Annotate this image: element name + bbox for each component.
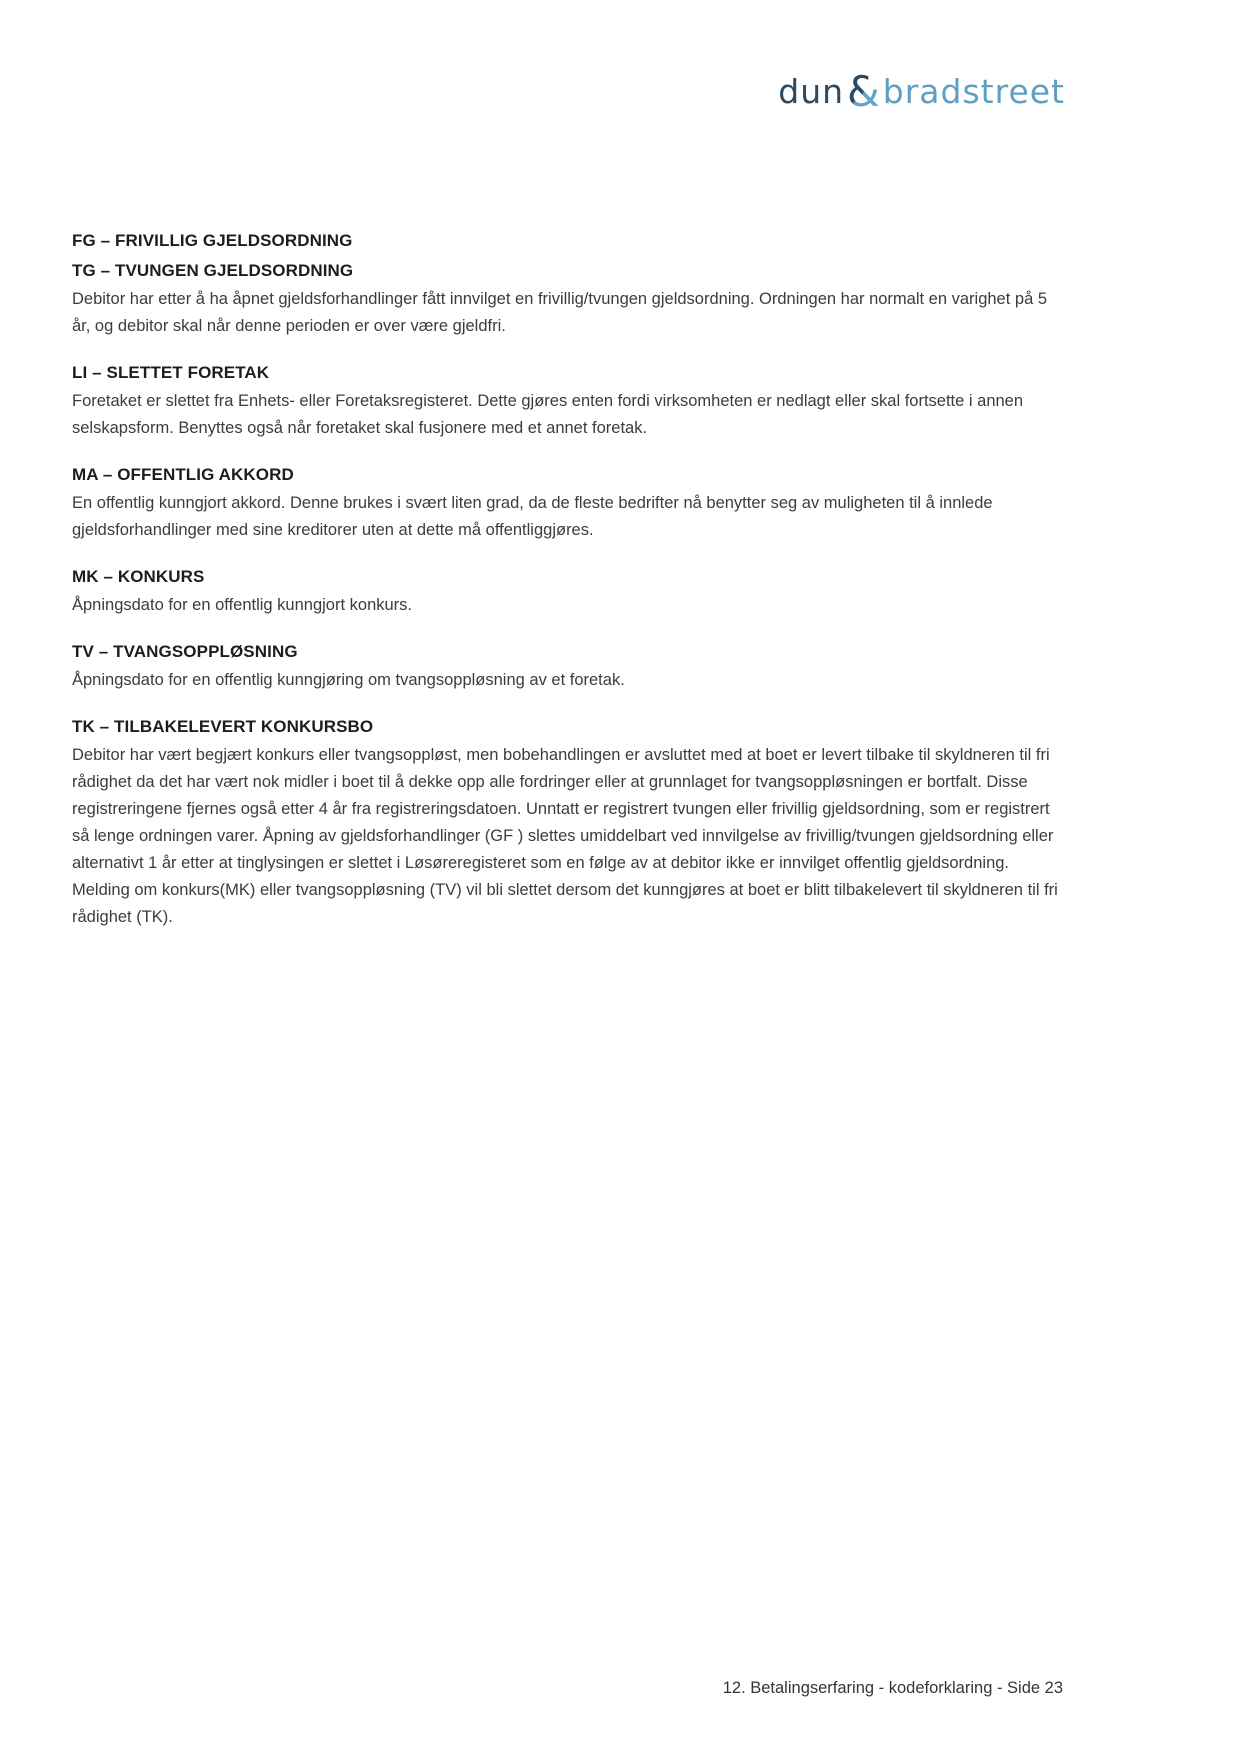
document-body	[72, 226, 1068, 949]
section-tv	[72, 637, 1068, 694]
section-mk	[72, 562, 1068, 619]
section-heading: FG – FRIVILLIG GJELDSORDNING	[72, 231, 353, 250]
logo-text-dun: dun	[778, 72, 845, 111]
logo-ampersand-icon: &	[847, 67, 881, 116]
section-heading: MK – KONKURS	[72, 567, 205, 586]
section-heading: TK – TILBAKELEVERT KONKURSBO	[72, 717, 374, 736]
section-tk	[72, 712, 1068, 931]
section-body-text: Debitor har vært begjært konkurs eller tvangsoppløst, men bobehandlingen er avsluttet med at boet er levert tilbake til skyldneren til fri rådighet da det har vært nok midler i boet til å dekke opp alle fordringer eller at grunnlaget for tvangsoppløsningen er bortfalt. Disse registreringene fjernes også etter 4 år fra registreringsdatoen. Unntatt er registrert tvungen eller frivillig gjeldsordning, som er registrert så lenge ordningen varer. Åpning av gjeldsforhandlinger (GF ) slettes umiddelbart ved innvilgelse av frivillig/tvungen gjeldsordning eller alternativt 1 år etter at tinglysingen er slettet i Løsøreregisteret som en følge av at debitor ikke er innvilget offentlig gjeldsordning. Melding om konkurs(MK) eller tvangsoppløsning (TV) vil bli slettet dersom det kunngjøres at boet er blitt tilbakelevert til skyldneren til fri rådighet (TK).	[72, 746, 1058, 926]
section-heading: TG – TVUNGEN GJELDSORDNING	[72, 261, 354, 280]
section-heading: TV – TVANGSOPPLØSNING	[72, 642, 298, 661]
section-heading: LI – SLETTET FORETAK	[72, 363, 270, 382]
section-body-text: Foretaket er slettet fra Enhets- eller Foretaksregisteret. Dette gjøres enten fordi virksomheten er nedlagt eller skal fortsette i annen selskapsform. Benyttes også når foretaket skal fusjonere med et annet foretak.	[72, 392, 1024, 437]
logo-text-bradstreet: bradstreet	[882, 72, 1065, 111]
section-body-text: Åpningsdato for en offentlig kunngjort konkurs.	[72, 596, 412, 614]
section-body-text: Debitor har etter å ha åpnet gjeldsforhandlinger fått innvilget en frivillig/tvungen gjeldsordning. Ordningen har normalt en varighet på 5 år, og debitor skal når denne perioden er over være gjeldfri.	[72, 290, 1048, 335]
section-body-text: En offentlig kunngjort akkord. Denne brukes i svært liten grad, da de fleste bedrifter nå benytter seg av muligheten til å innlede gjeldsforhandlinger med sine kreditorer uten at dette må offentliggjøres.	[72, 494, 993, 539]
section-body-text: Åpningsdato for en offentlig kunngjøring om tvangsoppløsning av et foretak.	[72, 671, 625, 689]
section-ma	[72, 460, 1068, 544]
dun-bradstreet-logo	[778, 67, 1065, 116]
page-footer	[723, 1676, 1063, 1700]
section-heading: MA – OFFENTLIG AKKORD	[72, 465, 294, 484]
section-li	[72, 358, 1068, 442]
footer-page-label: 12. Betalingserfaring - kodeforklaring - Side 23	[722, 1679, 1063, 1697]
section-fg-tg	[72, 226, 1068, 340]
